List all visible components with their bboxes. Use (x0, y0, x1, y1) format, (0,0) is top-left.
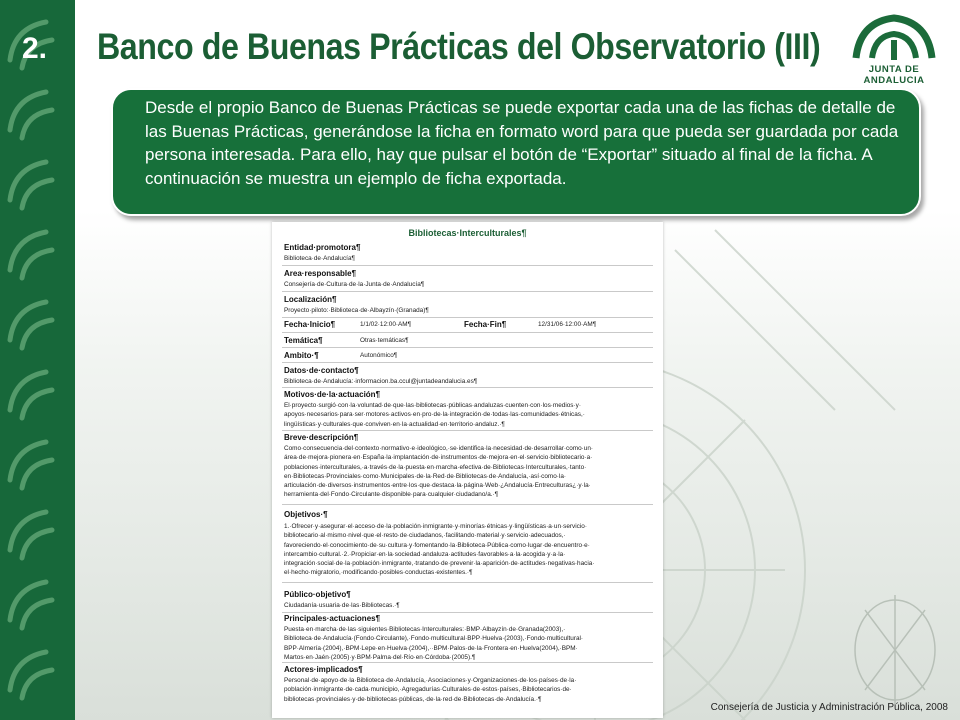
fecha-fin-label: Fecha·Fin¶ (464, 320, 507, 329)
logo-text: JUNTA DE ANDALUCIA (863, 64, 925, 86)
divider (282, 317, 653, 318)
junta-logo (842, 10, 946, 86)
intro-text: Desde el propio Banco de Buenas Prácticas se puede exportar cada una de las fichas de detalle de las Buenas Prácticas, generándose la ficha en formato word para que pueda ser guardada por cada persona interesada. Para ello, hay que pulsar el botón de “Exportar” situado al final de la ficha. A continuación se muestra un ejemplo de ficha exportada. (145, 98, 899, 188)
area-label: Area·responsable¶ (284, 269, 357, 278)
localizacion-label: Localización¶ (284, 295, 337, 304)
breve-label: Breve·descripción¶ (284, 433, 359, 442)
breve-value: Como·consecuencia·del·contexto·normativo·e·ideológico,·se·identifica·la·necesidad·de·desarrollar·como·un· área·de·mejora·pionera·en·España·la·implantación·de·instrumentos·de·mejora·en·el·servicio·bibliotecario·a· poblaciones·interculturales,·a·través·de·la·puesta·en·marcha·efectiva·de·Bibliotecas·Interculturales,·tanto· en·Bibliotecas·Provinciales·como·Municipales·de·la·Red·de·Bibliotecas·de·Andalucía,·así·como·la· articulación·de·diversos·instrumentos·entre·los·que·destaca·la·página·Web·¿Andalucía·Entreculturas¿·y·la· herramienta·del·Fondo·Circulante·disponible·para·cualquier·ciudadano/a.·¶ (284, 445, 594, 499)
entidad-value: Biblioteca·de·Andalucía¶ (284, 255, 355, 262)
fecha-inicio-label: Fecha·Inicio¶ (284, 320, 336, 329)
publico-label: Público·objetivo¶ (284, 590, 351, 599)
actores-label: Actores·implicados¶ (284, 665, 363, 674)
divider (282, 347, 653, 348)
fecha-fin-value: 12/31/06·12:00·AM¶ (538, 321, 597, 328)
doc-title: Bibliotecas·Interculturales¶ (408, 228, 527, 238)
divider (282, 332, 653, 333)
actores-value: Personal·de·apoyo·de·la·Biblioteca·de·Andalucía,·Asociaciones·y·Organizaciones·de·los·países·de·la· población·inmigrante·de·cada·municipio,·Agregadurías·Culturales·de·estos·países,·Bibliotecarios·de· bibliotecas·provinciales·y·de·bibliotecas·públicas,·de·la·red·de·Bibliotecas·de·Andalucía.·¶ (284, 677, 577, 703)
entidad-label: Entidad·promotora¶ (284, 243, 361, 252)
divider (282, 504, 653, 505)
arch-pattern (0, 0, 75, 720)
divider (282, 291, 653, 292)
divider (282, 582, 653, 583)
ambito-value: Autonómico¶ (360, 352, 398, 359)
divider (282, 362, 653, 363)
left-decorative-band (0, 0, 75, 720)
page-title: Banco de Buenas Prácticas del Observatorio (III) (97, 26, 821, 67)
objetivos-value: 1.·Ofrecer·y·asegurar·el·acceso·de·la·población·inmigrante·y·minorías·étnicas·y·lingüísticas·a·un·servicio· bibliotecario·al·mismo·nivel·que·el·resto·de·ciudadanos,·facilitando·material·y·servicio·adecuados,· favoreciendo·el·conocimiento·de·su·cultura·y·fomentando·la·Biblioteca·Pública·como·lugar·de·encuentro·e· intercambio·cultural.·2.·Propiciar·en·la·sociedad·andaluza·actitudes·favorables·a·la·acogida·y·a·la· integración·social·de·la·población·inmigrante,·tratando·de·prevenir·la·aparición·de·actitudes·negativas·hacia· el·hecho·migratorio,·modificando·posibles·conductas·existentes.·¶ (284, 523, 595, 577)
slide-number: 2. (22, 32, 48, 65)
motivos-value: El·proyecto·surgió·con·la·voluntad·de·que·las·bibliotecas·públicas·andaluzas·cuenten·con·los·medios·y· apoyos·necesarios·para·ser·motores·activos·en·pro·de·la·integración·de·todas·las·comunidades·étnicas,· lingüísticas·y·culturales·que·conviven·en·la·actualidad·en·territorio·andaluz.·¶ (284, 402, 585, 428)
tematica-label: Temática¶ (284, 336, 323, 345)
ambito-label: Ambito·¶ (284, 351, 319, 360)
area-value: Consejería·de·Cultura·de·la·Junta·de·Andalucía¶ (284, 281, 425, 288)
divider (282, 387, 653, 388)
footer-credit: Consejería de Justicia y Administración Pública, 2008 (710, 702, 948, 713)
contacto-value: Biblioteca·de·Andalucía:·informacion.ba.ccul@juntadeandalucia.es¶ (284, 378, 478, 385)
localizacion-value: Proyecto·piloto:·Biblioteca·de·Albayzín·(Granada)¶ (284, 307, 429, 314)
divider (282, 662, 653, 663)
objetivos-label: Objetivos·¶ (284, 510, 328, 519)
publico-value: Ciudadanía·usuaria·de·las·Bibliotecas.·¶ (284, 602, 400, 609)
divider (282, 430, 653, 431)
motivos-label: Motivos·de·la·actuación¶ (284, 390, 381, 399)
contacto-label: Datos·de·contacto¶ (284, 366, 359, 375)
emblem-watermark (855, 595, 935, 705)
fecha-inicio-value: 1/1/02·12:00·AM¶ (360, 321, 412, 328)
divider (282, 265, 653, 266)
actuaciones-value: Puesta·en·marcha·de·las·siguientes·Bibliotecas·Interculturales:·BMP·Albayzín·de·Granada(2003),· Biblioteca·de·Andalucía·(Fondo·Circulante),·Fondo·multicultural·BPP·Huelva·(2003),·Fondo·multicultural· BPP·Almería·(2004),·BPM·Lepe·en·Huelva·(2004),··BPM·Palos·de·la·Frontera·en·Huelva(2004),·BPM· Martos·en·Jaén·(2005)·y·BPM·Palma·del·Río·en·Córdoba·(2005).¶ (284, 626, 584, 661)
actuaciones-label: Principales·actuaciones¶ (284, 614, 381, 623)
divider (282, 612, 653, 613)
intro-box (111, 88, 921, 216)
junta-emblem-icon (842, 10, 946, 64)
exported-ficha-document (272, 222, 663, 718)
tematica-value: Otras·temáticas¶ (360, 337, 409, 344)
